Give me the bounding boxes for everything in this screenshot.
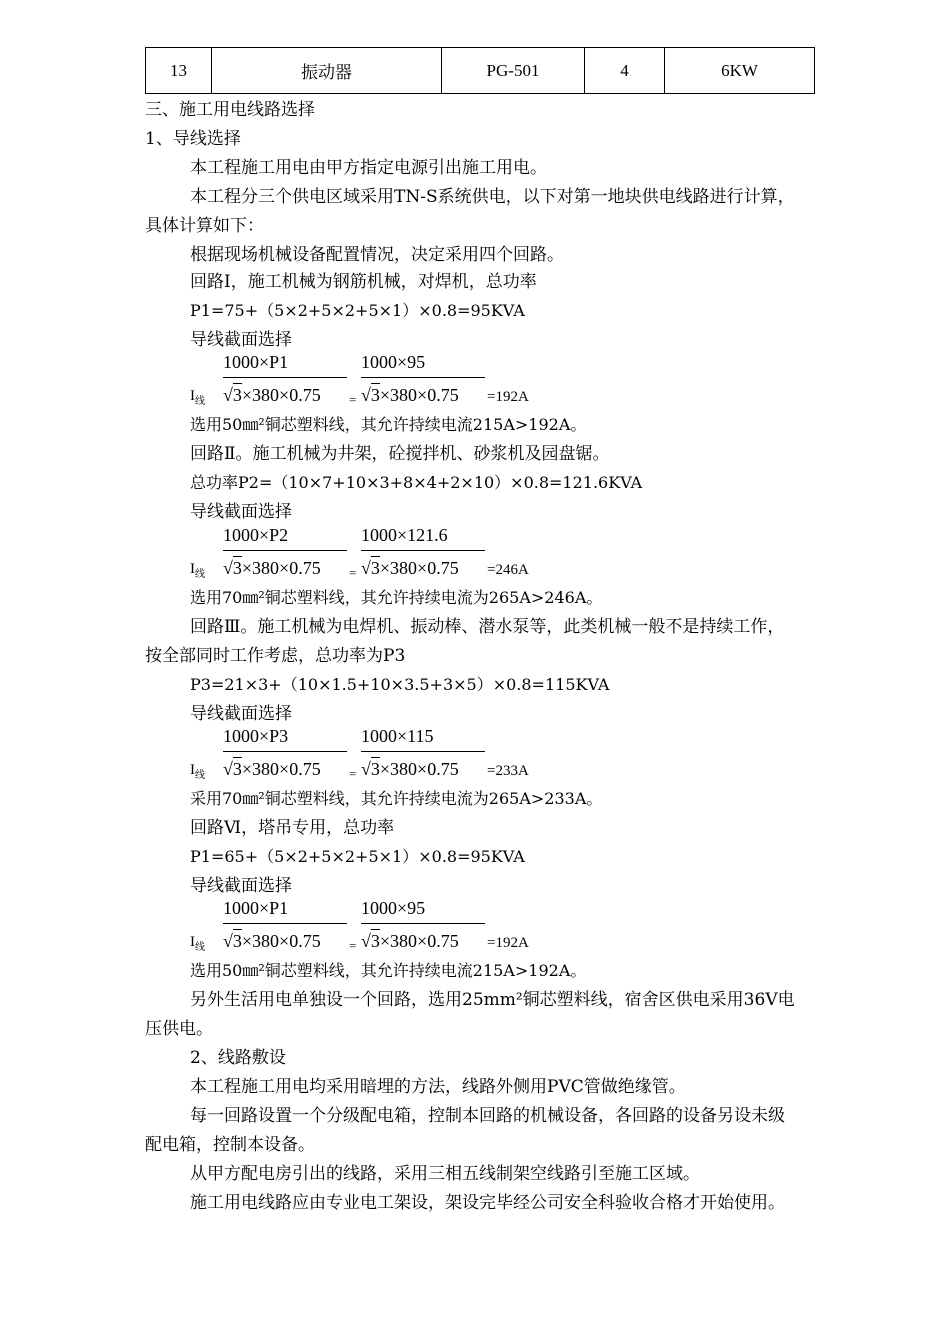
circuit-2-power: 总功率P2=（10×7+10×3+8×4+2×10）×0.8=121.6KVA — [190, 473, 643, 492]
formula-result: =246A — [487, 562, 529, 578]
current-subscript: 线 — [195, 942, 205, 953]
current-formula-3 — [190, 726, 550, 784]
formula-numerator: 1000×P1 — [223, 898, 289, 918]
formula-denominator: √3×380×0.75 — [361, 385, 459, 405]
circuit-4-result: 选用50㎜²铜芯塑料线，其允许持续电流215A>192A。 — [190, 961, 587, 980]
current-subscript: 线 — [195, 770, 205, 781]
table-row — [146, 48, 815, 94]
denominator-tail: ×380×0.75 — [379, 759, 459, 779]
equal-sign: = — [349, 565, 357, 580]
current-formula-4 — [190, 898, 550, 956]
current-formula-1 — [190, 352, 550, 410]
circuit-1-power: P1=75+（5×2+5×2+5×1）×0.8=95KVA — [190, 301, 525, 320]
cell-qty: 4 — [585, 48, 665, 94]
paragraph: 本工程施工用电均采用暗埋的方法，线路外侧用PVC管做绝缘管。 — [190, 1077, 686, 1097]
formula-numerator: 1000×P2 — [223, 525, 289, 545]
paragraph: 每一回路设置一个分级配电箱，控制本回路的机械设备，各回路的设备另设未级 — [190, 1106, 785, 1126]
cell-name: 振动器 — [212, 48, 442, 94]
formula-lead — [190, 762, 205, 781]
radicand: 3 — [232, 385, 242, 405]
current-symbol: I — [190, 561, 195, 577]
radicand: 3 — [232, 931, 242, 951]
paragraph: 根据现场机械设备配置情况，决定采用四个回路。 — [190, 245, 564, 265]
current-subscript: 线 — [195, 396, 205, 407]
circuit-2-result: 选用70㎜²铜芯塑料线，其允许持续电流为265A>246A。 — [190, 588, 603, 607]
fraction-bar — [361, 751, 485, 752]
section-select-label: 导线截面选择 — [190, 876, 292, 896]
denominator-tail: ×380×0.75 — [241, 931, 321, 951]
fraction-bar — [223, 550, 347, 551]
fraction-bar — [223, 751, 347, 752]
formula-denominator: √3×380×0.75 — [223, 385, 321, 405]
denominator-tail: ×380×0.75 — [241, 558, 321, 578]
section-select-label: 导线截面选择 — [190, 704, 292, 724]
circuit-3-title-cont: 按全部同时工作考虑，总功率为P3 — [145, 646, 406, 666]
radicand: 3 — [232, 759, 242, 779]
paragraph: 施工用电线路应由专业电工架设，架设完毕经公司安全科验收合格才开始使用。 — [190, 1193, 785, 1213]
subheading-wire-selection: 1、导线选择 — [145, 129, 241, 149]
equal-sign: = — [349, 766, 357, 781]
formula-denominator: √3×380×0.75 — [223, 558, 321, 578]
formula-result: =233A — [487, 763, 529, 779]
paragraph-living-power-cont: 压供电。 — [145, 1019, 213, 1039]
current-symbol: I — [190, 762, 195, 778]
formula-result: =192A — [487, 935, 529, 951]
fraction-bar — [223, 923, 347, 924]
fraction-bar — [223, 377, 347, 378]
paragraph: 配电箱，控制本设备。 — [145, 1135, 315, 1155]
formula-numerator: 1000×95 — [361, 898, 426, 918]
equipment-table — [145, 47, 815, 94]
radicand: 3 — [370, 558, 380, 578]
equal-sign: = — [349, 938, 357, 953]
radicand: 3 — [370, 759, 380, 779]
radicand: 3 — [370, 385, 380, 405]
formula-numerator: 1000×95 — [361, 352, 426, 372]
circuit-1-title: 回路Ⅰ，施工机械为钢筋机械，对焊机，总功率 — [190, 272, 537, 292]
paragraph: 本工程施工用电由甲方指定电源引出施工用电。 — [190, 158, 547, 178]
paragraph: 具体计算如下： — [145, 216, 264, 236]
paragraph: 本工程分三个供电区域采用TN-S系统供电，以下对第一地块供电线路进行计算， — [190, 187, 795, 207]
paragraph: 从甲方配电房引出的线路，采用三相五线制架空线路引至施工区域。 — [190, 1164, 700, 1184]
current-symbol: I — [190, 388, 195, 404]
formula-lead — [190, 561, 205, 580]
circuit-4-title: 回路Ⅵ，塔吊专用，总功率 — [190, 818, 395, 838]
paragraph-living-power: 另外生活用电单独设一个回路，选用25mm²铜芯塑料线，宿舍区供电采用36V电 — [190, 990, 795, 1010]
denominator-tail: ×380×0.75 — [379, 558, 459, 578]
formula-denominator: √3×380×0.75 — [361, 759, 459, 779]
subheading-wiring: 2、线路敷设 — [190, 1048, 286, 1068]
cell-model: PG-501 — [442, 48, 585, 94]
formula-lead — [190, 934, 205, 953]
formula-lead — [190, 388, 205, 407]
equal-sign: = — [349, 392, 357, 407]
denominator-tail: ×380×0.75 — [241, 759, 321, 779]
cell-no: 13 — [146, 48, 212, 94]
current-subscript: 线 — [195, 569, 205, 580]
circuit-3-result: 采用70㎜²铜芯塑料线，其允许持续电流为265A>233A。 — [190, 789, 603, 808]
radicand: 3 — [370, 931, 380, 951]
current-formula-2 — [190, 525, 550, 583]
formula-numerator: 1000×P1 — [223, 352, 289, 372]
denominator-tail: ×380×0.75 — [241, 385, 321, 405]
formula-numerator: 1000×P3 — [223, 726, 289, 746]
denominator-tail: ×380×0.75 — [379, 385, 459, 405]
formula-numerator: 1000×115 — [361, 726, 434, 746]
formula-denominator: √3×380×0.75 — [361, 558, 459, 578]
fraction-bar — [361, 923, 485, 924]
section-heading: 三、施工用电线路选择 — [145, 100, 315, 120]
circuit-4-power: P1=65+（5×2+5×2+5×1）×0.8=95KVA — [190, 847, 525, 866]
circuit-3-title: 回路Ⅲ。施工机械为电焊机、振动棒、潜水泵等，此类机械一般不是持续工作， — [190, 617, 785, 637]
fraction-bar — [361, 377, 485, 378]
denominator-tail: ×380×0.75 — [379, 931, 459, 951]
formula-result: =192A — [487, 389, 529, 405]
formula-numerator: 1000×121.6 — [361, 525, 448, 545]
circuit-3-power: P3=21×3+（10×1.5+10×3.5+3×5）×0.8=115KVA — [190, 675, 610, 694]
formula-denominator: √3×380×0.75 — [223, 759, 321, 779]
cell-power: 6KW — [665, 48, 815, 94]
section-select-label: 导线截面选择 — [190, 330, 292, 350]
circuit-2-title: 回路Ⅱ。施工机械为井架，砼搅拌机、砂浆机及园盘锯。 — [190, 444, 610, 464]
section-select-label: 导线截面选择 — [190, 502, 292, 522]
formula-denominator: √3×380×0.75 — [361, 931, 459, 951]
fraction-bar — [361, 550, 485, 551]
formula-denominator: √3×380×0.75 — [223, 931, 321, 951]
current-symbol: I — [190, 934, 195, 950]
circuit-1-result: 选用50㎜²铜芯塑料线，其允许持续电流215A>192A。 — [190, 415, 587, 434]
radicand: 3 — [232, 558, 242, 578]
